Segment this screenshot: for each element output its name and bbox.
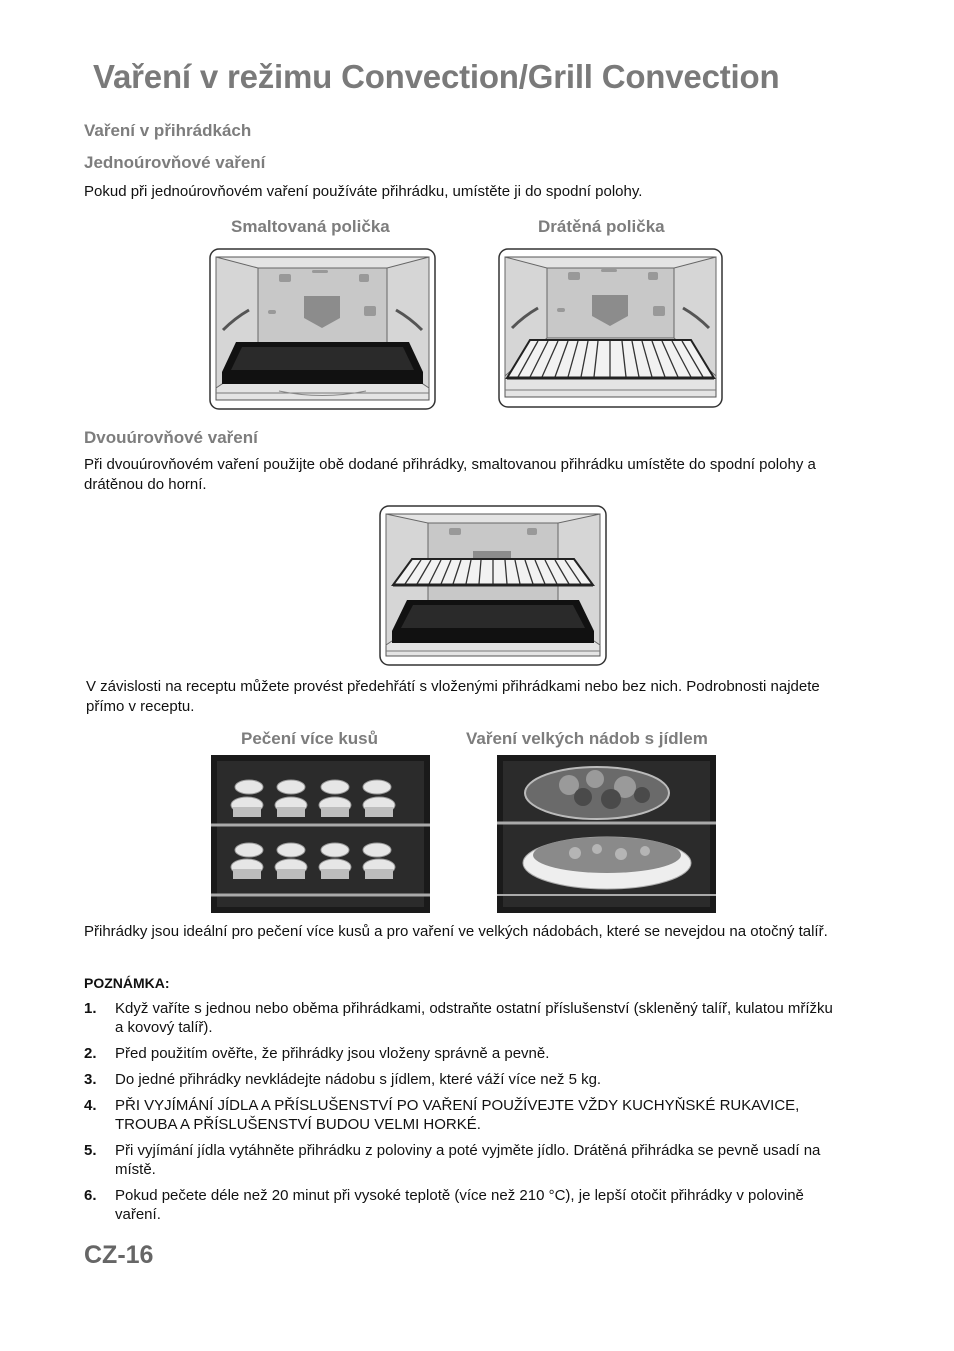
single-level-text: Pokud při jednoúrovňovém vaření používáte přihrádku, umístěte ji do spodní polohy. <box>84 183 643 200</box>
two-level-text: Při dvouúrovňovém vaření použijte obě dodané přihrádky, smaltovanou přihrádku umístěte do spodní polohy a drátěnou do horní. <box>84 456 816 493</box>
note-item: 4. PŘI VYJÍMÁNÍ JÍDLA A PŘÍSLUŠENSTVÍ PO VAŘENÍ POUŽÍVEJTE VŽDY KUCHYŇSKÉ RUKAVICE, TROUBA A PŘÍSLUŠENSTVÍ BUDOU VELMI HORKÉ. <box>84 1097 800 1133</box>
caption-wire-shelf: Drátěná polička <box>538 217 665 236</box>
page-title: Vaření v režimu Convection/Grill Convection <box>93 58 780 95</box>
note-item: 2. Před použitím ověřte, že přihrádky jsou vloženy správně a pevně. <box>84 1045 550 1062</box>
heading-two-level: Dvouúrovňové vaření <box>84 428 258 447</box>
note-title: POZNÁMKA: <box>84 975 170 991</box>
section-heading-racks: Vaření v přihrádkách <box>84 121 252 140</box>
caption-large-dishes: Vaření velkých nádob s jídlem <box>466 729 708 748</box>
racks-ideal-text: Přihrádky jsou ideální pro pečení více kusů a pro vaření ve velkých nádobách, které se nevejdou na otočný talíř. <box>84 923 828 940</box>
note-list <box>84 999 844 1231</box>
photo-baking-muffins <box>211 755 430 913</box>
oven-illustration-enamel-tray <box>209 248 436 410</box>
preheat-text: V závislosti na receptu můžete provést předehřátí s vloženými přihrádkami nebo bez nich. Podrobnosti najdete přímo v receptu. <box>86 678 820 715</box>
caption-enamel-shelf: Smaltovaná polička <box>231 217 390 236</box>
note-item: 5. Při vyjímání jídla vytáhněte přihrádku z poloviny a poté vyjměte jídlo. Drátěná přihrádka se pevně usadí na místě. <box>84 1142 821 1178</box>
page-number: CZ-16 <box>84 1241 154 1269</box>
oven-illustration-wire-rack <box>498 248 723 408</box>
note-item: 1. Když vaříte s jednou nebo oběma přihrádkami, odstraňte ostatní příslušenství (skleněný talíř, kulatou mřížku a kovový talíř). <box>84 1000 833 1036</box>
note-item: 3. Do jedné přihrádky nevkládejte nádobu s jídlem, které váží více než 5 kg. <box>84 1071 602 1088</box>
note-item: 6. Pokud pečete déle než 20 minut při vysoké teplotě (více než 210 °C), je lepší otočit přihrádky v polovině vaření. <box>84 1187 804 1223</box>
oven-illustration-two-levels <box>379 505 607 666</box>
caption-baking-multiple: Pečení více kusů <box>241 729 379 748</box>
heading-single-level: Jednoúrovňové vaření <box>84 153 266 172</box>
photo-large-dishes <box>497 755 716 913</box>
